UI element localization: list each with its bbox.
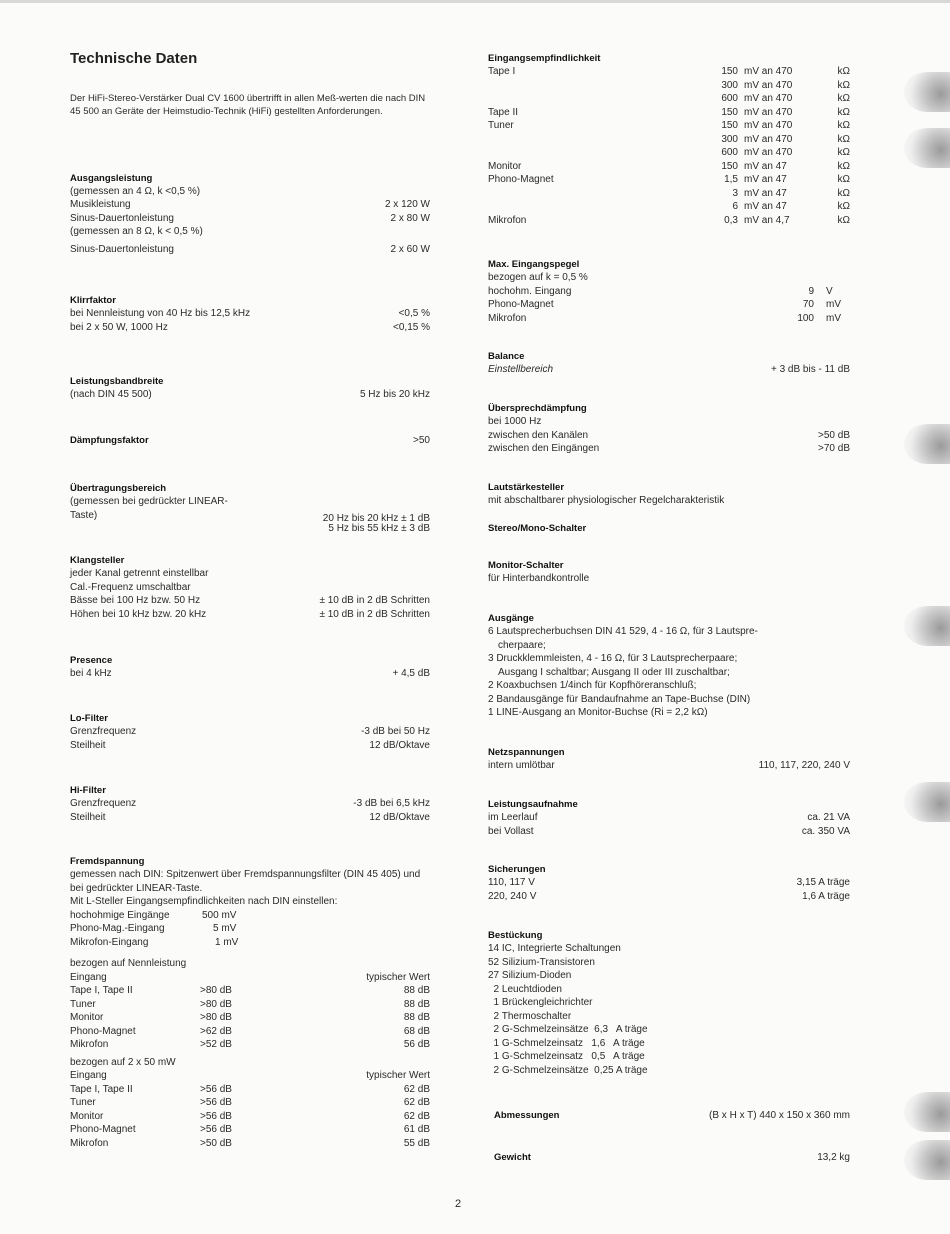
spec-value: mV an 47 xyxy=(744,174,787,185)
spec-value: mV an 47 xyxy=(744,201,787,212)
table-row xyxy=(488,65,850,79)
section-leistungsaufnahme xyxy=(488,798,850,838)
table-cell: >56 dB xyxy=(200,1110,232,1122)
spec-value: mV an 470 xyxy=(744,106,793,118)
section-uebertragungsbereich xyxy=(70,482,430,536)
table-cell: Monitor xyxy=(70,1110,104,1122)
section-heading: Balance xyxy=(488,351,525,362)
spec-label: bei Nennleistung von 40 Hz bis 12,5 kHz xyxy=(70,308,251,319)
spec-value: mV an 470 xyxy=(744,79,793,91)
table-header: Eingang xyxy=(70,1070,107,1081)
spec-unit: kΩ xyxy=(837,79,850,91)
spec-line: Ausgang I schaltbar; Ausgang II oder III zuschaltbar; xyxy=(498,666,730,678)
table-cell: 68 dB xyxy=(403,1025,430,1037)
table-cell: Tape I, Tape II xyxy=(70,985,133,996)
spec-value: 13,2 kg xyxy=(817,1152,850,1163)
punch-hole-decoration xyxy=(904,424,950,464)
table-row xyxy=(488,133,850,147)
spec-text: gemessen nach DIN: Spitzenwert über Fremdspannungsfilter (DIN 45 405) und bei gedrückter LINEAR-Taste. xyxy=(70,869,421,894)
spec-label: im Leerlauf xyxy=(488,812,538,823)
table-cell: 56 dB xyxy=(403,1039,430,1050)
spec-unit: kΩ xyxy=(837,174,850,185)
table-header: typischer Wert xyxy=(366,971,430,983)
spec-value: 1,5 xyxy=(724,174,738,185)
spec-label: Phono-Magnet xyxy=(488,299,554,310)
section-heading: Übersprechdämpfung xyxy=(488,403,587,414)
table-cell: Phono-Magnet xyxy=(70,1124,136,1135)
section-presence xyxy=(70,654,430,681)
spec-unit: kΩ xyxy=(837,147,850,158)
spec-label: (gemessen an 4 Ω, k <0,5 %) xyxy=(70,186,201,197)
section-gewicht xyxy=(488,1151,850,1165)
spec-value: 600 xyxy=(721,93,738,104)
spec-label: Phono-Magnet xyxy=(488,174,554,185)
punch-hole-decoration xyxy=(904,782,950,822)
section-max-eingangspegel xyxy=(488,258,850,325)
spec-value: 20 Hz bis 20 kHz ± 1 dB xyxy=(322,512,430,524)
table-row xyxy=(488,200,850,214)
table-cell: Mikrofon xyxy=(70,1039,109,1050)
table-cell: Monitor xyxy=(70,1012,104,1023)
section-sicherungen xyxy=(488,863,850,903)
spec-label: Musikleistung xyxy=(70,199,131,210)
spec-unit: V xyxy=(826,285,833,297)
section-netzspannungen xyxy=(488,746,850,773)
section-ausgaenge xyxy=(488,612,850,720)
section-bestueckung xyxy=(488,929,850,1077)
table-cell: 88 dB xyxy=(403,1012,430,1023)
spec-line: 52 Silizium-Transistoren xyxy=(488,956,595,968)
spec-line: 1 G-Schmelzeinsatz 1,6 A träge xyxy=(488,1037,645,1049)
table-cell: 62 dB xyxy=(403,1083,430,1095)
table-row xyxy=(488,146,850,160)
spec-unit: kΩ xyxy=(837,120,850,131)
table-cell: Mikrofon xyxy=(70,1137,109,1149)
spec-label: bei Vollast xyxy=(488,825,534,837)
punch-hole-decoration xyxy=(904,72,950,112)
section-heading: Klangsteller xyxy=(70,555,125,566)
spec-label: Steilheit xyxy=(70,739,106,751)
spec-value: 150 xyxy=(721,66,738,77)
spec-label: Sinus-Dauertonleistung xyxy=(70,212,174,224)
table-row xyxy=(70,1137,430,1151)
table-row xyxy=(70,1110,430,1124)
table-row xyxy=(488,119,850,133)
spec-unit: mV xyxy=(826,312,841,324)
section-heading: Leistungsaufnahme xyxy=(488,799,578,810)
spec-label: Höhen bei 10 kHz bzw. 20 kHz xyxy=(70,608,207,620)
section-klirrfaktor xyxy=(70,294,430,334)
spec-label: (gemessen an 8 Ω, k < 0,5 %) xyxy=(70,226,203,237)
table-cell: >56 dB xyxy=(200,1083,232,1095)
spec-label: mit abschaltbarer physiologischer Regelcharakteristik xyxy=(488,495,725,506)
spec-value: + 3 dB bis - 11 dB xyxy=(770,364,850,375)
section-uebersprechdaempfung xyxy=(488,402,850,456)
spec-value: -3 dB bei 6,5 kHz xyxy=(353,798,430,809)
table-cell: >56 dB xyxy=(200,1124,232,1135)
spec-value: -3 dB bei 50 Hz xyxy=(361,726,430,737)
spec-unit: mV xyxy=(826,299,841,310)
section-ausgangsleistung xyxy=(70,172,430,256)
table-row xyxy=(70,998,430,1012)
table-cell: 88 dB xyxy=(403,985,430,996)
table-cell: >50 dB xyxy=(200,1137,232,1149)
spec-label: bei 1000 Hz xyxy=(488,416,542,427)
section-heading: Max. Eingangspegel xyxy=(488,259,580,270)
spec-label: Bässe bei 100 Hz bzw. 50 Hz xyxy=(70,595,201,606)
table-row xyxy=(488,92,850,106)
table-row xyxy=(70,1038,430,1052)
spec-label: Tuner xyxy=(488,120,514,131)
table-cell: >62 dB xyxy=(200,1025,232,1037)
spec-unit: kΩ xyxy=(837,160,850,172)
spec-label: Tape II xyxy=(488,106,519,118)
spec-value: 1 mV xyxy=(215,936,239,948)
spec-value: 1,6 A träge xyxy=(802,890,850,902)
page-title: Technische Daten xyxy=(70,50,198,67)
section-leistungsbandbreite xyxy=(70,375,430,402)
section-heading: Leistungsbandbreite xyxy=(70,376,164,387)
spec-value: 5 mV xyxy=(213,923,237,934)
section-heading: Lo-Filter xyxy=(70,713,108,724)
table-cell: >80 dB xyxy=(200,998,232,1010)
spec-line: 2 Leuchtdioden xyxy=(488,983,562,995)
spec-label: (nach DIN 45 500) xyxy=(70,389,152,400)
spec-label: Einstellbereich xyxy=(488,364,554,375)
spec-unit: kΩ xyxy=(837,201,850,212)
table-header: Eingang xyxy=(70,971,107,983)
spec-value: <0,15 % xyxy=(393,321,430,333)
table-cell: Tuner xyxy=(70,998,96,1010)
spec-value: 6 xyxy=(732,201,738,212)
table-cell: 88 dB xyxy=(403,998,430,1010)
section-heading: Gewicht xyxy=(494,1152,531,1163)
spec-line: 3 Druckklemmleisten, 4 - 16 Ω, für 3 Lautsprecherpaare; xyxy=(488,653,738,664)
spec-value: 12 dB/Oktave xyxy=(369,739,430,751)
spec-value: >50 xyxy=(413,435,430,446)
spec-label: hochohmige Eingänge xyxy=(70,909,170,921)
spec-unit: kΩ xyxy=(837,133,850,145)
spec-line: 14 IC, Integrierte Schaltungen xyxy=(488,943,621,954)
punch-hole-decoration xyxy=(904,1092,950,1132)
spec-label: hochohm. Eingang xyxy=(488,285,572,297)
table-row xyxy=(488,160,850,174)
scan-top-edge xyxy=(0,0,950,3)
spec-line: 2 Thermoschalter xyxy=(488,1010,572,1022)
spec-label: intern umlötbar xyxy=(488,760,555,771)
spec-line: 6 Lautsprecherbuchsen DIN 41 529, 4 - 16 Ω, für 3 Lautspre- xyxy=(488,626,758,637)
spec-line: 2 G-Schmelzeinsätze 0,25 A träge xyxy=(488,1064,648,1076)
spec-value: 600 xyxy=(721,147,738,158)
spec-value: >50 dB xyxy=(818,429,850,441)
table-row xyxy=(70,984,430,998)
spec-value: ± 10 dB in 2 dB Schritten xyxy=(319,595,430,606)
spec-value: ca. 350 VA xyxy=(801,825,850,837)
spec-line: 2 Koaxbuchsen 1/4inch für Kopfhöreranschluß; xyxy=(488,680,697,691)
spec-label: für Hinterbandkontrolle xyxy=(488,573,590,584)
spec-value: 150 xyxy=(721,120,738,131)
spec-value: mV an 470 xyxy=(744,120,793,131)
spec-label: bei 2 x 50 W, 1000 Hz xyxy=(70,321,168,333)
page-number: 2 xyxy=(455,1198,462,1210)
table-cell: >80 dB xyxy=(200,985,232,996)
spec-value: mV an 47 xyxy=(744,160,787,172)
table-cell: Tuner xyxy=(70,1097,96,1108)
spec-value: 500 mV xyxy=(202,909,237,921)
spec-value: 3 xyxy=(732,187,738,199)
table-header: typischer Wert xyxy=(366,1070,430,1081)
punch-hole-decoration xyxy=(904,128,950,168)
spec-value: (B x H x T) 440 x 150 x 360 mm xyxy=(709,1110,850,1121)
section-abmessungen xyxy=(488,1109,850,1123)
spec-value: 5 Hz bis 20 kHz xyxy=(359,389,430,400)
spec-label: bezogen auf k = 0,5 % xyxy=(488,272,588,283)
section-heading: Monitor-Schalter xyxy=(488,560,564,571)
spec-label: Steilheit xyxy=(70,811,106,823)
table-cell: 55 dB xyxy=(403,1137,430,1149)
spec-label: bei 4 kHz xyxy=(70,668,112,679)
section-heading: Netzspannungen xyxy=(488,747,565,758)
spec-value: 150 xyxy=(721,106,738,118)
table-cell: >52 dB xyxy=(200,1039,232,1050)
spec-label: Mikrofon xyxy=(488,312,527,324)
section-klangsteller xyxy=(70,554,430,621)
table-title: bezogen auf 2 x 50 mW xyxy=(70,1056,176,1068)
section-heading: Presence xyxy=(70,655,113,666)
section-fremdspannung xyxy=(70,855,430,1150)
table-cell: 61 dB xyxy=(403,1124,430,1135)
spec-label: Grenzfrequenz xyxy=(70,726,137,737)
spec-value: >70 dB xyxy=(818,443,850,454)
section-heading: Stereo/Mono-Schalter xyxy=(488,523,587,534)
section-heading: Übertragungsbereich xyxy=(70,483,167,494)
spec-value: 2 x 60 W xyxy=(390,243,430,255)
spec-label: zwischen den Eingängen xyxy=(488,443,600,454)
spec-value: mV an 47 xyxy=(744,187,787,199)
section-balance xyxy=(488,350,850,377)
spec-value: 300 xyxy=(721,79,738,91)
table-cell: 62 dB xyxy=(403,1110,430,1122)
spec-line: 27 Silizium-Dioden xyxy=(488,970,572,981)
intro-text: Der HiFi-Stereo-Verstärker Dual CV 1600 übertrifft in allen Meß-werten die nach DIN 45 500 an Geräte der Heimstudio-Technik (HiFi) gestellten Anforderungen. xyxy=(70,93,426,117)
section-heading: Ausgänge xyxy=(488,613,534,624)
table-row xyxy=(70,1123,430,1137)
spec-value: mV an 470 xyxy=(744,93,793,104)
spec-value: 70 xyxy=(802,299,814,310)
section-lo-filter xyxy=(70,712,430,752)
table-row xyxy=(70,1011,430,1025)
table-row xyxy=(488,187,850,201)
spec-line: 2 Bandausgänge für Bandaufnahme an Tape-Buchse (DIN) xyxy=(488,693,751,705)
section-heading: Abmessungen xyxy=(494,1110,560,1121)
spec-value: mV an 470 xyxy=(744,66,793,77)
table-row xyxy=(488,106,850,120)
spec-label: jeder Kanal getrennt einstellbar xyxy=(70,568,209,579)
table-cell: >56 dB xyxy=(200,1097,232,1108)
spec-line: 1 Brückengleichrichter xyxy=(488,997,593,1008)
table-row xyxy=(488,79,850,93)
section-heading: Ausgangsleistung xyxy=(70,173,153,184)
spec-label: Grenzfrequenz xyxy=(70,798,137,809)
section-heading: Eingangsempfindlichkeit xyxy=(488,53,601,64)
spec-value: <0,5 % xyxy=(398,308,430,319)
spec-label: (gemessen bei gedrückter LINEAR- xyxy=(70,496,228,507)
section-heading: Hi-Filter xyxy=(70,785,106,796)
spec-label: zwischen den Kanälen xyxy=(488,429,589,441)
punch-hole-decoration xyxy=(904,1140,950,1180)
spec-unit: kΩ xyxy=(837,106,850,118)
spec-line: 2 G-Schmelzeinsätze 6,3 A träge xyxy=(488,1024,648,1035)
spec-unit: kΩ xyxy=(837,93,850,104)
spec-unit: kΩ xyxy=(837,214,850,226)
spec-value: mV an 470 xyxy=(744,147,793,158)
section-hi-filter xyxy=(70,784,430,824)
spec-value: 2 x 120 W xyxy=(384,199,430,210)
section-heading: Bestückung xyxy=(488,930,543,941)
section-heading: Dämpfungsfaktor xyxy=(70,435,149,446)
section-heading: Klirrfaktor xyxy=(70,295,116,306)
spec-value: 3,15 A träge xyxy=(796,877,850,888)
spec-value: ca. 21 VA xyxy=(807,812,850,823)
table-cell: Tape I, Tape II xyxy=(70,1083,133,1095)
spec-value: mV an 4,7 xyxy=(744,214,790,226)
spec-line: 1 LINE-Ausgang an Monitor-Buchse (Ri = 2,2 kΩ) xyxy=(488,707,708,718)
spec-label: 220, 240 V xyxy=(488,890,537,902)
table-cell: 62 dB xyxy=(403,1097,430,1108)
table-row xyxy=(488,173,850,187)
table-row xyxy=(488,214,850,228)
spec-label: Sinus-Dauertonleistung xyxy=(70,243,174,255)
spec-label: Tape I xyxy=(488,66,516,77)
spec-line: cherpaare; xyxy=(498,639,546,651)
section-heading: Sicherungen xyxy=(488,864,546,875)
section-eingangsempfindlichkeit xyxy=(488,52,850,227)
spec-label: Mikrofon-Eingang xyxy=(70,936,149,948)
section-heading: Fremdspannung xyxy=(70,856,145,867)
spec-value: 12 dB/Oktave xyxy=(369,811,430,823)
spec-value: 300 xyxy=(721,133,738,145)
punch-hole-decoration xyxy=(904,606,950,646)
table-cell: Phono-Magnet xyxy=(70,1025,136,1037)
spec-unit: kΩ xyxy=(837,66,850,77)
spec-label: Phono-Mag.-Eingang xyxy=(70,923,165,934)
spec-label: Taste) xyxy=(70,509,98,521)
spec-label: Mikrofon xyxy=(488,214,527,226)
spec-label: 110, 117 V xyxy=(488,877,535,888)
spec-label: Cal.-Frequenz umschaltbar xyxy=(70,581,191,593)
spec-text: Mit L-Steller Eingangsempfindlichkeiten nach DIN einstellen: xyxy=(70,896,338,907)
section-stereo-mono-schalter xyxy=(488,522,850,535)
spec-value: mV an 470 xyxy=(744,133,793,145)
spec-value: 2 x 80 W xyxy=(390,212,430,224)
spec-label: Monitor xyxy=(488,160,522,172)
spec-unit: kΩ xyxy=(837,187,850,199)
table-cell: >80 dB xyxy=(200,1012,232,1023)
spec-value: 150 xyxy=(721,160,738,172)
table-row xyxy=(70,1083,430,1097)
spec-value: 110, 117, 220, 240 V xyxy=(758,760,850,771)
section-lautstaerkesteller xyxy=(488,481,850,508)
section-daempfungsfaktor xyxy=(70,434,430,448)
spec-value: 9 xyxy=(808,285,814,297)
spec-value: 5 Hz bis 55 kHz ± 3 dB xyxy=(328,523,430,534)
spec-value: 100 xyxy=(797,312,814,324)
table-row xyxy=(70,1096,430,1110)
spec-line: 1 G-Schmelzeinsatz 0,5 A träge xyxy=(488,1051,645,1062)
section-monitor-schalter xyxy=(488,559,850,586)
spec-value: 0,3 xyxy=(724,214,738,226)
spec-value: + 4,5 dB xyxy=(392,668,430,679)
table-title: bezogen auf Nennleistung xyxy=(70,958,187,969)
section-heading: Lautstärkesteller xyxy=(488,482,565,493)
table-row xyxy=(70,1025,430,1039)
spec-value: ± 10 dB in 2 dB Schritten xyxy=(319,608,430,620)
